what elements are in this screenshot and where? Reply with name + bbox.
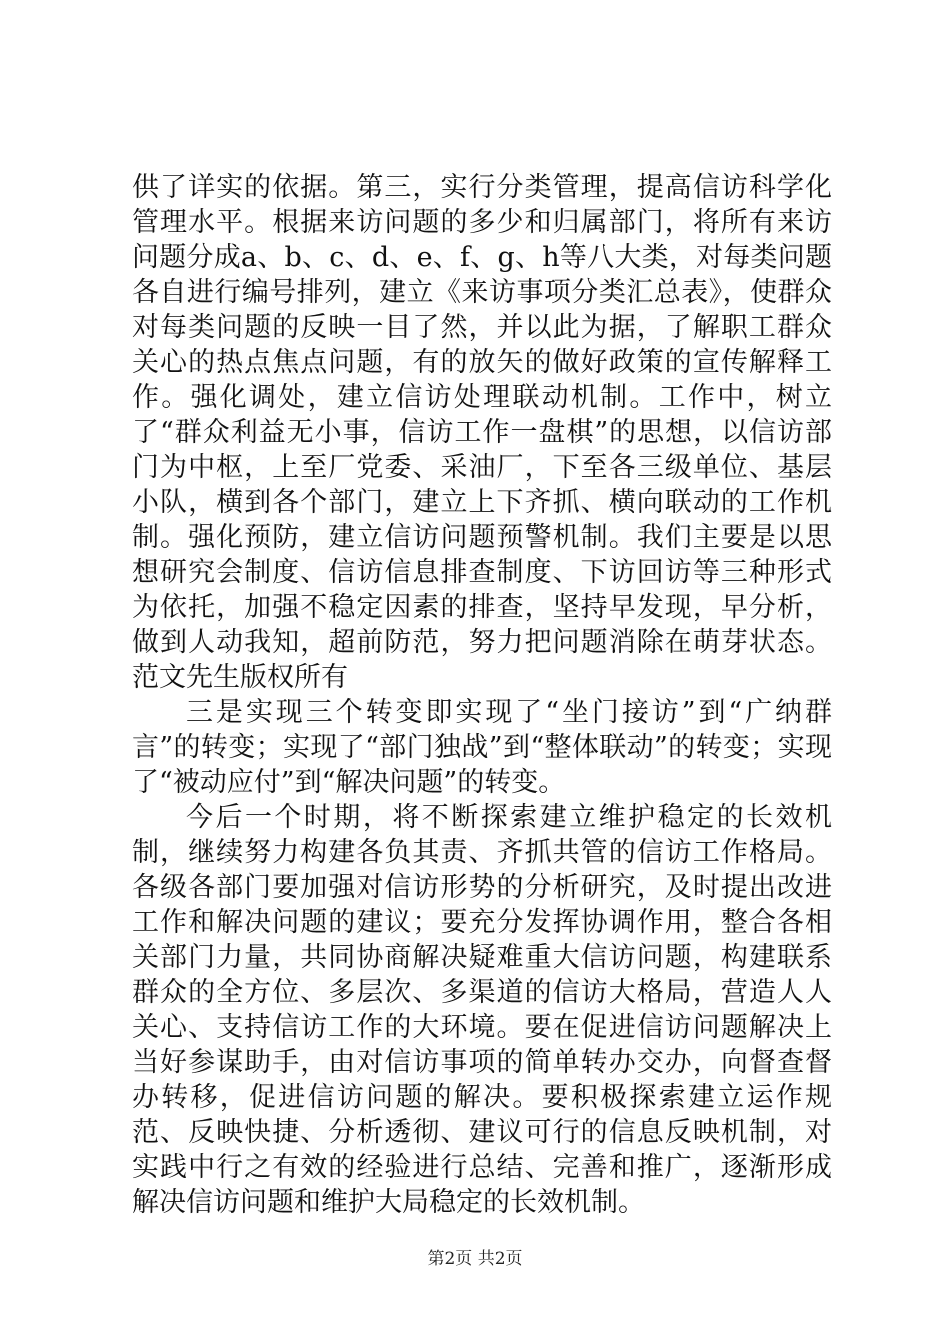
document-body [132, 170, 832, 1220]
page-footer: 第2页 共2页 [427, 1249, 523, 1269]
paragraph-continuation: 供了详实的依据。第三，实行分类管理，提高信访科学化管理水平。根据来访问题的多少和归属部门，将所有来访问题分成a、b、c、d、e、f、g、h等八大类，对每类问题各自进行编号排列，建立《来访事项分类汇总表》，使群众对每类问题的反映一目了然，并以此为据，了解职工群众关心的热点焦点问题，有的放矢的做好政策的宣传解释工作。强化调处，建立信访处理联动机制。工作中，树立了“群众利益无小事，信访工作一盘棋”的思想，以信访部门为中枢，上至厂党委、采油厂，下至各三级单位、基层小队，横到各个部门，建立上下齐抓、横向联动的工作机制。强化预防，建立信访问题预警机制。我们主要是以思想研究会制度、信访信息排查制度、下访回访等三种形式为依托，加强不稳定因素的排查，坚持早发现，早分析，做到人动我知，超前防范，努力把问题消除在萌芽状态。范文先生版权所有 [132, 172, 832, 693]
paragraph-three-transformations: 三是实现三个转变即实现了“坐门接访”到“广纳群言”的转变；实现了“部门独战”到“整体联动”的转变；实现了“被动应付”到“解决问题”的转变。 [132, 697, 832, 798]
paragraph-future-work: 今后一个时期，将不断探索建立维护稳定的长效机制，继续努力构建各负其责、齐抓共管的信访工作格局。各级各部门要加强对信访形势的分析研究，及时提出改进工作和解决问题的建议；要充分发挥协调作用，整合各相关部门力量，共同协商解决疑难重大信访问题，构建联系群众的全方位、多层次、多渠道的信访大格局，营造人人关心、支持信访工作的大环境。要在促进信访问题解决上当好参谋助手，由对信访事项的简单转办交办，向督查督办转移，促进信访问题的解决。要积极探索建立运作规范、反映快捷、分析透彻、建议可行的信息反映机制，对实践中行之有效的经验进行总结、完善和推广，逐渐形成解决信访问题和维护大局稳定的长效机制。 [132, 802, 832, 1218]
